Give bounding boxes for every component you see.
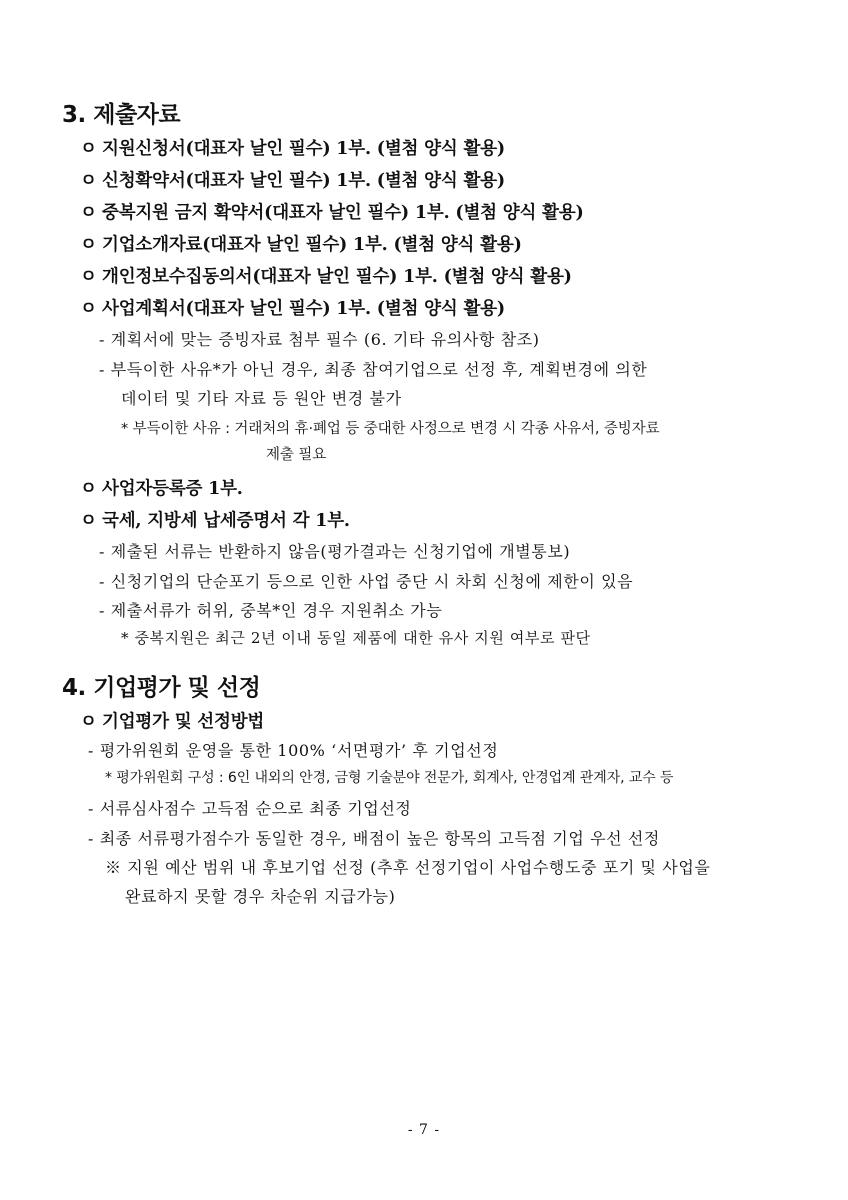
submit-item-8 bbox=[80, 507, 350, 532]
plan-note-evidence: - 계획서에 맞는 증빙자료 첨부 필수 (6. 기타 유의사항 참조) bbox=[99, 330, 540, 349]
submit-item-4 bbox=[80, 231, 522, 256]
tax-note-restriction: - 신청기업의 단순포기 등으로 인한 사업 중단 시 차회 신청에 제한이 있음 bbox=[99, 572, 634, 591]
submit-item-text: 사업자등록증 1부. bbox=[102, 479, 243, 499]
submit-item-text: 지원신청서(대표자 날인 필수) 1부. (별첨 양식 활용) bbox=[102, 139, 505, 159]
submit-item-text: 신청확약서(대표자 날인 필수) 1부. (별첨 양식 활용) bbox=[102, 171, 505, 191]
bullet-circle-icon: ㅇ bbox=[80, 139, 97, 159]
tax-note-cancel: - 제출서류가 허위, 중복*인 경우 지원취소 가능 bbox=[99, 601, 443, 620]
submit-item-5 bbox=[80, 263, 572, 288]
submit-item-text: 중복지원 금지 확약서(대표자 날인 필수) 1부. (별첨 양식 활용) bbox=[102, 203, 584, 223]
submit-item-3 bbox=[80, 199, 584, 224]
evaluation-note-ranking: - 서류심사점수 고득점 순으로 최종 기업선정 bbox=[88, 799, 412, 818]
reason-footnote-line2: 제출 필요 bbox=[266, 447, 327, 463]
bullet-circle-icon: ㅇ bbox=[80, 171, 97, 191]
section-3-heading: 3. 제출자료 bbox=[62, 102, 181, 128]
bullet-circle-icon: ㅇ bbox=[80, 203, 97, 223]
evaluation-bullet bbox=[80, 708, 264, 733]
submit-item-text: 국세, 지방세 납세증명서 각 1부. bbox=[102, 511, 350, 531]
submit-item-6 bbox=[80, 295, 505, 320]
section-4-heading: 4. 기업평가 및 선정 bbox=[62, 675, 261, 701]
bullet-circle-icon: ㅇ bbox=[80, 235, 97, 255]
plan-note-change-line2: 데이터 및 기타 자료 등 원안 변경 불가 bbox=[121, 389, 402, 408]
committee-footnote: * 평가위원회 구성 : 6인 내외의 안경, 금형 기술분야 전문가, 회계사, 안경업계 관계자, 교수 등 bbox=[105, 770, 674, 786]
evaluation-note-committee: - 평가위원회 운영을 통한 100% ‘서면평가’ 후 기업선정 bbox=[88, 741, 499, 760]
submit-item-text: 개인정보수집동의서(대표자 날인 필수) 1부. (별첨 양식 활용) bbox=[102, 267, 572, 287]
reason-footnote-line1: * 부득이한 사유 : 거래처의 휴·폐업 등 중대한 사정으로 변경 시 각종 사유서, 증빙자료 bbox=[121, 421, 660, 437]
submit-item-text: 사업계획서(대표자 날인 필수) 1부. (별첨 양식 활용) bbox=[102, 299, 505, 319]
bullet-circle-icon: ㅇ bbox=[80, 479, 97, 499]
bullet-circle-icon: ㅇ bbox=[80, 299, 97, 319]
page-number: - 7 - bbox=[407, 1122, 441, 1138]
tax-note-no-return: - 제출된 서류는 반환하지 않음(평가결과는 신청기업에 개별통보) bbox=[99, 542, 571, 561]
evaluation-note-tiebreak: - 최종 서류평가점수가 동일한 경우, 배점이 높은 항목의 고득점 기업 우선 선정 bbox=[88, 829, 660, 848]
bullet-circle-icon: ㅇ bbox=[80, 511, 97, 531]
submit-item-2 bbox=[80, 167, 505, 192]
bullet-circle-icon: ㅇ bbox=[80, 712, 97, 732]
reference-note-line1: ※ 지원 예산 범위 내 후보기업 선정 (추후 선정기업이 사업수행도중 포기 및 사업을 bbox=[105, 858, 711, 877]
duplicate-footnote: * 중복지원은 최근 2년 이내 동일 제품에 대한 유사 지원 여부로 판단 bbox=[121, 629, 591, 647]
submit-item-text: 기업소개자료(대표자 날인 필수) 1부. (별첨 양식 활용) bbox=[102, 235, 522, 255]
bullet-circle-icon: ㅇ bbox=[80, 267, 97, 287]
reference-note-line2: 완료하지 못할 경우 차순위 지급가능) bbox=[125, 887, 396, 906]
submit-item-7 bbox=[80, 475, 243, 500]
evaluation-bullet-text: 기업평가 및 선정방법 bbox=[102, 712, 265, 732]
plan-note-change-line1: - 부득이한 사유*가 아닌 경우, 최종 참여기업으로 선정 후, 계획변경에 의한 bbox=[99, 360, 648, 379]
submit-item-1 bbox=[80, 135, 505, 160]
